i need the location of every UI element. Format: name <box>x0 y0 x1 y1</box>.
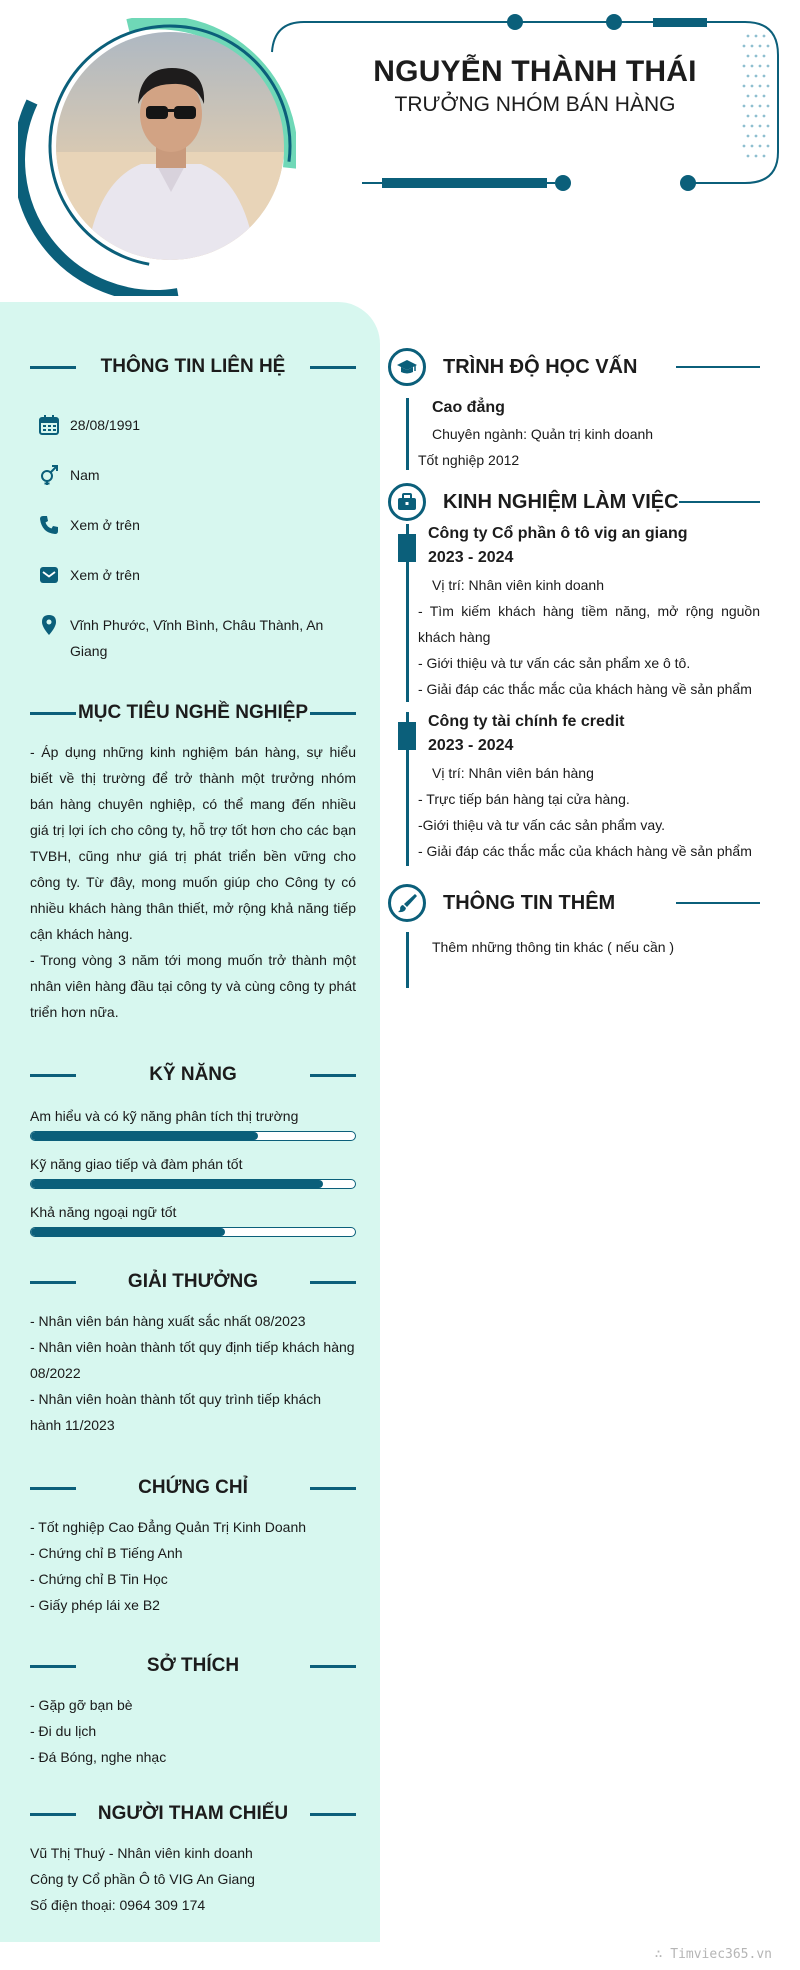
title-bar-left <box>30 712 76 715</box>
title-line <box>676 366 760 368</box>
certificates-section-title <box>30 1477 356 1499</box>
gender-icon <box>38 464 60 486</box>
title-bar-right <box>310 1813 356 1816</box>
title-bar-left <box>30 1813 76 1816</box>
objective-title-text: MỤC TIÊU NGHỀ NGHIỆP <box>77 702 309 723</box>
skills-section-title <box>30 1064 356 1086</box>
birthday-value: 28/08/1991 <box>70 417 141 433</box>
extra-section-title <box>388 883 760 923</box>
education-icon-circle <box>388 348 426 386</box>
experience-title-text: KINH NGHIỆM LÀM VIỆC <box>443 490 679 513</box>
hobbies-text: - Gặp gỡ bạn bè - Đi du lịch - Đá Bóng, nghe nhạc <box>30 1697 167 1765</box>
skill-item <box>30 1154 356 1189</box>
gender-value: Nam <box>70 467 100 483</box>
title-bar-left <box>30 1487 76 1490</box>
job-company: Công ty tài chính fe credit <box>428 713 625 730</box>
references-title-text: NGƯỜI THAM CHIẾU <box>97 1803 289 1824</box>
graduation-cap-icon <box>396 356 418 378</box>
education-degree: Cao đẳng <box>432 399 505 416</box>
email-value[interactable]: Xem ở trên <box>70 567 140 583</box>
references-section-title <box>30 1803 356 1825</box>
title-line <box>679 501 760 503</box>
skills-title-text: KỸ NĂNG <box>149 1064 237 1085</box>
objective-section-title <box>30 702 356 724</box>
job-role: Vị trí: Nhân viên kinh doanh <box>432 577 604 593</box>
title-bar-right <box>310 366 356 369</box>
job-details: - Tìm kiếm khách hàng tiềm năng, mở rộng nguồn khách hàng - Giới thiệu và tư vấn các sản phẩm xe ô tô. - Giải đáp các thắc mắc của khách hàng về sản phẩm <box>418 603 760 697</box>
contact-phone <box>38 512 338 538</box>
name-block <box>360 55 710 117</box>
phone-icon <box>38 514 60 536</box>
experience-icon-circle <box>388 483 426 521</box>
job-period: 2023 - 2024 <box>428 737 514 754</box>
extra-timeline <box>406 932 409 988</box>
skill-item <box>30 1106 356 1141</box>
timeline-marker <box>398 534 416 562</box>
certificates-title-text: CHỨNG CHỈ <box>138 1477 248 1498</box>
awards-section-title <box>30 1271 356 1293</box>
job-period: 2023 - 2024 <box>428 549 514 566</box>
skill-item <box>30 1202 356 1237</box>
title-bar-left <box>30 366 76 369</box>
skill-progress-track <box>30 1179 356 1189</box>
contact-title-text: THÔNG TIN LIÊN HỆ <box>100 356 286 377</box>
education-graduation: Tốt nghiệp 2012 <box>418 452 520 468</box>
skill-progress-track <box>30 1131 356 1141</box>
skill-label: Khả năng ngoại ngữ tốt <box>30 1204 177 1220</box>
job-details: - Trực tiếp bán hàng tại cửa hàng. -Giới thiệu và tư vấn các sản phẩm vay. - Giải đáp các thắc mắc của khách hàng về sản phẩm <box>418 791 752 859</box>
hobbies-section-title <box>30 1655 356 1677</box>
education-section-title <box>388 347 760 387</box>
awards-text: - Nhân viên bán hàng xuất sắc nhất 08/2023 - Nhân viên hoàn thành tốt quy định tiếp khách hàng 08/2022 - Nhân viên hoàn thành tốt quy trình tiếp khách hành 11/2023 <box>30 1313 355 1433</box>
extra-icon-circle <box>388 884 426 922</box>
calendar-icon <box>38 414 60 436</box>
contact-gender <box>38 462 338 488</box>
title-bar-left <box>30 1281 76 1284</box>
contact-birthday <box>38 412 338 438</box>
title-bar-right <box>310 1487 356 1490</box>
experience-section-title <box>388 482 760 522</box>
skill-progress-track <box>30 1227 356 1237</box>
skill-progress-fill <box>31 1132 258 1140</box>
skill-label: Kỹ năng giao tiếp và đàm phán tốt <box>30 1156 243 1172</box>
watermark: ∴ Timviec365.vn <box>654 1947 772 1962</box>
skill-label: Am hiểu và có kỹ năng phân tích thị trường <box>30 1108 299 1124</box>
job-position: TRƯỞNG NHÓM BÁN HÀNG <box>394 93 676 116</box>
title-line <box>676 902 760 904</box>
education-timeline <box>406 398 409 470</box>
title-bar-right <box>310 1074 356 1077</box>
avatar <box>56 32 284 260</box>
job-role: Vị trí: Nhân viên bán hàng <box>432 765 594 781</box>
extra-text: Thêm những thông tin khác ( nếu cần ) <box>432 939 675 955</box>
education-title-text: TRÌNH ĐỘ HỌC VẤN <box>443 355 638 378</box>
skill-progress-fill <box>31 1180 323 1188</box>
skill-progress-fill <box>31 1228 225 1236</box>
objective-text: - Áp dụng những kinh nghiệm bán hàng, sự hiểu biết về thị trường để trở thành một trưởng nhóm bán hàng chuyên nghiệp, có thể mang đến nhiều giá trị lợi ích cho công ty, hỗ trợ tốt hơn cho các bạn TVBH, cũng như giá trị phát triển bền vững cho công ty. Từ đây, mong muốn giúp cho Công ty có nhiều khách hàng thân thiết, mở rộng khả năng tiếp cận khách hàng. - Trong vòng 3 năm tới mong muốn trở thành một nhân viên hàng đầu tại công ty và cùng công ty phát triển hơn nữa. <box>30 744 356 1020</box>
timeline-marker <box>398 722 416 750</box>
title-bar-right <box>310 1665 356 1668</box>
phone-value[interactable]: Xem ở trên <box>70 517 140 533</box>
briefcase-icon <box>396 491 418 513</box>
brush-icon <box>396 892 418 914</box>
extra-title-text: THÔNG TIN THÊM <box>443 891 616 914</box>
contact-email <box>38 562 338 588</box>
hobbies-title-text: SỞ THÍCH <box>146 1655 240 1676</box>
job-company: Công ty Cổ phần ô tô vig an giang <box>428 525 688 542</box>
awards-title-text: GIẢI THƯỞNG <box>127 1271 259 1292</box>
references-text: Vũ Thị Thuý - Nhân viên kinh doanh Công ty Cổ phần Ô tô VIG An Giang Số điện thoại: 0964 309 174 <box>30 1845 255 1913</box>
title-bar-right <box>310 1281 356 1284</box>
avatar-frame <box>18 18 296 296</box>
location-pin-icon <box>38 614 60 636</box>
contact-address <box>38 612 338 664</box>
title-bar-left <box>30 1665 76 1668</box>
education-major: Chuyên ngành: Quản trị kinh doanh <box>432 426 654 442</box>
full-name: NGUYỄN THÀNH THÁI <box>373 55 697 88</box>
certificates-text: - Tốt nghiệp Cao Đẳng Quản Trị Kinh Doanh - Chứng chỉ B Tiếng Anh - Chứng chỉ B Tin Học - Giấy phép lái xe B2 <box>30 1519 307 1613</box>
title-bar-right <box>310 712 356 715</box>
email-icon <box>38 564 60 586</box>
address-value: Vĩnh Phước, Vĩnh Bình, Châu Thành, An Giang <box>70 617 324 659</box>
title-bar-left <box>30 1074 76 1077</box>
contact-section-title <box>30 356 356 378</box>
